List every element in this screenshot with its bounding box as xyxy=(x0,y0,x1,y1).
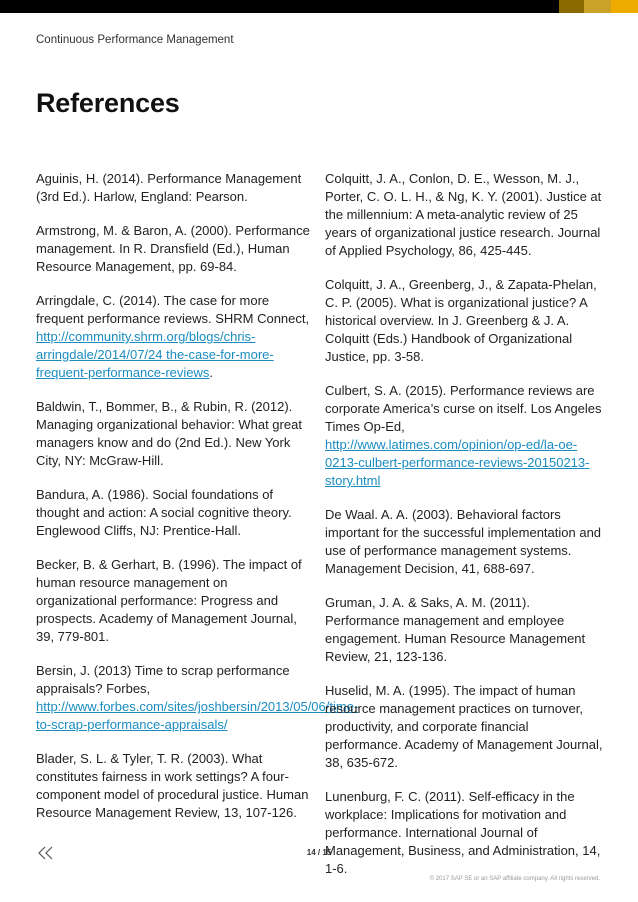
reference-link[interactable]: http://community.shrm.org/blogs/chris-arringdale/2014/07/24 the-case-for-more-frequent-performance-reviews xyxy=(36,329,274,380)
reference-entry: Huselid, M. A. (1995). The impact of human resource management practices on turnover, productivity, and corporate financial performance. Academy of Management Journal, 38, 635-672. xyxy=(325,683,603,770)
accent-segment xyxy=(584,0,611,13)
copyright-notice: © 2017 SAP SE or an SAP affiliate company. All rights reserved. xyxy=(429,876,600,882)
references-right-column xyxy=(325,170,605,894)
reference-entry: Colquitt, J. A., Greenberg, J., & Zapata-Phelan, C. P. (2005). What is organizational justice? A historical overview. In J. Greenberg & J. A. Colquitt (Eds.) Handbook of Organizational Justice, pp. 3-58. xyxy=(325,277,597,364)
reference-entry: De Waal. A. A. (2003). Behavioral factors important for the successful implementation and use of performance management systems. Management Decision, 41, 688-697. xyxy=(325,507,602,576)
reference-entry: Bandura, A. (1986). Social foundations of thought and action: A social cognitive theory. Englewood Cliffs, NJ: Prentice-Hall. xyxy=(36,487,292,538)
reference-entry: Armstrong, M. & Baron, A. (2000). Performance management. In R. Dransfield (Ed.), Human Resource Management, pp. 69-84. xyxy=(36,223,310,274)
page-title: References xyxy=(36,88,180,118)
accent-segment xyxy=(559,0,584,13)
reference-entry: Becker, B. & Gerhart, B. (1996). The impact of human resource management on organizational performance: Progress and prospects. Academy of Management Journal, 39, 779-801. xyxy=(36,557,302,644)
reference-entry: Arringdale, C. (2014). The case for more frequent performance reviews. SHRM Connect, http://community.shrm.org/blogs/chris-arringdale/2014/07/24 the-case-for-more-frequent-performance-reviews. xyxy=(36,293,310,380)
reference-link[interactable]: http://www.forbes.com/sites/joshbersin/2013/05/06/time-to-scrap-performance-appraisals/ xyxy=(36,699,359,732)
reference-entry: Gruman, J. A. & Saks, A. M. (2011). Performance management and employee engagement. Human Resource Management Review, 21, 123-136. xyxy=(325,595,586,664)
reference-entry: Colquitt, J. A., Conlon, D. E., Wesson, M. J., Porter, C. O. L. H., & Ng, K. Y. (2001). Justice at the millennium: A meta-analytic review of 25 years of organizational justice research. Journal of Applied Psychology, 86, 425-445. xyxy=(325,171,602,258)
reference-entry: Lunenburg, F. C. (2011). Self-efficacy in the workplace: Implications for motivation and performance. International Journal of Management, Business, and Administration, 14, 1-6. xyxy=(325,789,601,876)
reference-entry: Aguinis, H. (2014). Performance Management (3rd Ed.). Harlow, England: Pearson. xyxy=(36,171,302,204)
reference-link[interactable]: http://www.latimes.com/opinion/op-ed/la-oe-0213-culbert-performance-reviews-20150213-story.html xyxy=(325,437,590,488)
reference-entry: Culbert, S. A. (2015). Performance reviews are corporate America’s curse on itself. Los Angeles Times Op-Ed, http://www.latimes.com/opinion/op-ed/la-oe-0213-culbert-performance-reviews-20150213-story.html xyxy=(325,383,602,488)
document-title: Continuous Performance Management xyxy=(36,34,234,46)
reference-entry: Blader, S. L. & Tyler, T. R. (2003). What constitutes fairness in work settings? A four-component model of procedural justice. Human Resource Management Review, 13, 107-126. xyxy=(36,751,309,820)
references-left-column xyxy=(36,170,359,838)
reference-entry: Baldwin, T., Bommer, B., & Rubin, R. (2012). Managing organizational behavior: What great managers know and do (2nd Ed.). New York City, NY: McGraw-Hill. xyxy=(36,399,302,468)
accent-segment xyxy=(611,0,638,13)
top-accent-bar xyxy=(0,0,638,13)
page-indicator: 14 / 15 xyxy=(306,848,332,857)
reference-entry: Bersin, J. (2013) Time to scrap performance appraisals? Forbes, http://www.forbes.com/sites/joshbersin/2013/05/06/time-to-scrap-performance-appraisals/ xyxy=(36,663,359,732)
